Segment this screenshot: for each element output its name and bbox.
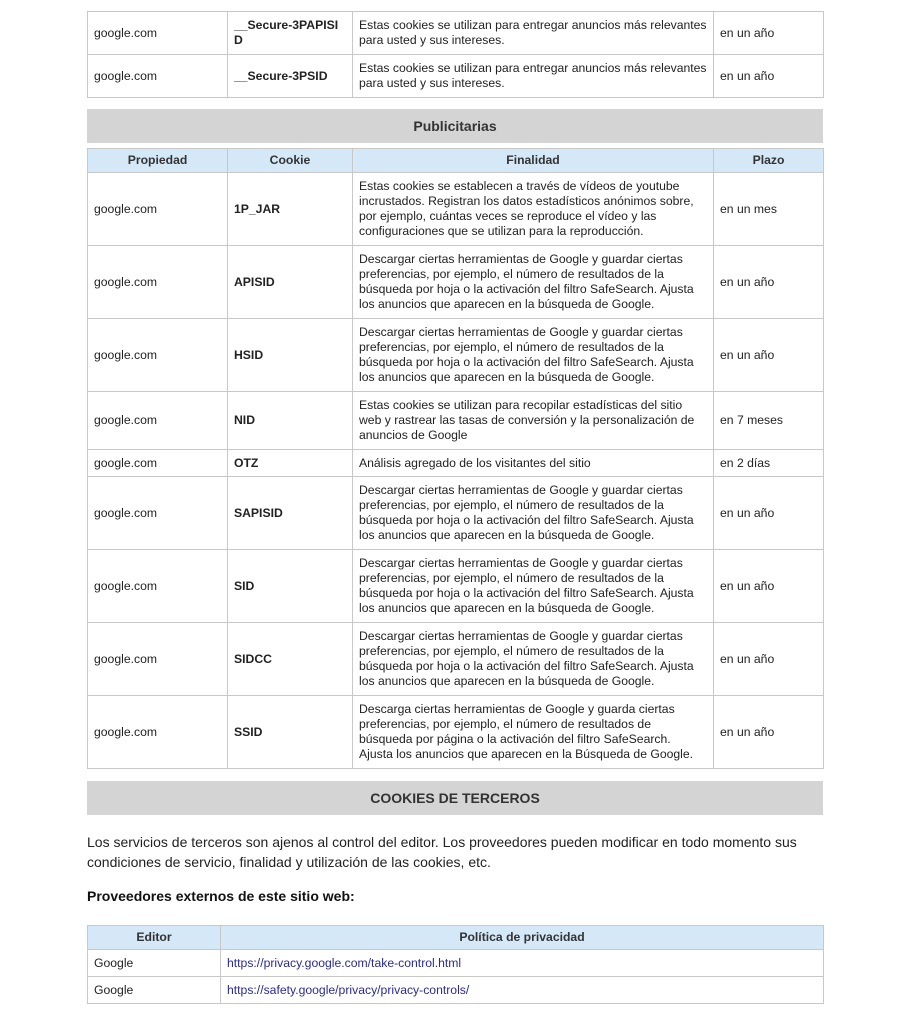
- cell-propiedad: google.com: [88, 623, 228, 696]
- cell-editor: Google: [88, 977, 221, 1004]
- top-cookie-table: [87, 11, 824, 98]
- cell-cookie: APISID: [228, 246, 353, 319]
- table-row: [88, 696, 824, 769]
- cell-finalidad: Descargar ciertas herramientas de Google y guardar ciertas preferencias, por ejemplo, el número de resultados de la búsqueda por hoja o la activación del filtro SafeSearch. Ajusta los anuncios que aparecen en la búsqueda de Google.: [353, 550, 714, 623]
- cell-plazo: en un año: [714, 12, 824, 55]
- cell-propiedad: google.com: [88, 12, 228, 55]
- cell-finalidad: Descargar ciertas herramientas de Google y guardar ciertas preferencias, por ejemplo, el número de resultados de la búsqueda por hoja o la activación del filtro SafeSearch. Ajusta los anuncios que aparecen en la búsqueda de Google.: [353, 246, 714, 319]
- cell-propiedad: google.com: [88, 173, 228, 246]
- proveedores-subtitle: Proveedores externos de este sitio web:: [87, 888, 355, 904]
- cell-plazo: en un año: [714, 55, 824, 98]
- header-politica: Política de privacidad: [221, 926, 824, 950]
- cell-finalidad: Descargar ciertas herramientas de Google y guardar ciertas preferencias, por ejemplo, el número de resultados de la búsqueda por hoja o la activación del filtro SafeSearch. Ajusta los anuncios que aparecen en la búsqueda de Google.: [353, 319, 714, 392]
- cell-cookie: SID: [228, 550, 353, 623]
- table-row: [88, 477, 824, 550]
- cell-cookie: HSID: [228, 319, 353, 392]
- cell-cookie: SAPISID: [228, 477, 353, 550]
- header-finalidad: Finalidad: [353, 149, 714, 173]
- cell-cookie: SSID: [228, 696, 353, 769]
- cell-plazo: en un año: [714, 623, 824, 696]
- terceros-paragraph: Los servicios de terceros son ajenos al control del editor. Los proveedores pueden modificar en todo momento sus condiciones de servicio, finalidad y utilización de las cookies, etc.: [87, 834, 797, 870]
- cell-plazo: en un año: [714, 319, 824, 392]
- cell-finalidad: Estas cookies se utilizan para entregar anuncios más relevantes para usted y sus intereses.: [353, 12, 714, 55]
- table-row: [88, 977, 824, 1004]
- section-title-terceros: COOKIES DE TERCEROS: [87, 781, 823, 815]
- table-row: [88, 450, 824, 477]
- cell-propiedad: google.com: [88, 477, 228, 550]
- proveedores-table: [87, 925, 824, 1004]
- cell-link: [221, 950, 824, 977]
- cell-finalidad: Estas cookies se establecen a través de vídeos de youtube incrustados. Registran los datos estadísticos anónimos sobre, por ejemplo, cuántas veces se reproduce el vídeo y las configuraciones que se utilizan para la reproducción.: [353, 173, 714, 246]
- cell-cookie: NID: [228, 392, 353, 450]
- privacy-link[interactable]: https://privacy.google.com/take-control.html: [227, 955, 462, 970]
- table-row: [88, 319, 824, 392]
- cell-finalidad: Análisis agregado de los visitantes del sitio: [353, 450, 714, 477]
- header-cookie: Cookie: [228, 149, 353, 173]
- cell-propiedad: google.com: [88, 246, 228, 319]
- section-title-publicitarias: Publicitarias: [87, 109, 823, 143]
- table-row: [88, 392, 824, 450]
- cell-cookie: __Secure-3PSID: [228, 55, 353, 98]
- table-row: [88, 173, 824, 246]
- publicitarias-table: [87, 148, 824, 769]
- table-header-row: [88, 149, 824, 173]
- cell-editor: Google: [88, 950, 221, 977]
- cell-propiedad: google.com: [88, 319, 228, 392]
- cell-plazo: en un año: [714, 550, 824, 623]
- cell-finalidad: Descarga ciertas herramientas de Google y guarda ciertas preferencias, por ejemplo, el número de resultados de búsqueda por página o la activación del filtro SafeSearch. Ajusta los anuncios que aparecen en la Búsqueda de Google.: [353, 696, 714, 769]
- cell-plazo: en un año: [714, 246, 824, 319]
- cell-cookie: SIDCC: [228, 623, 353, 696]
- cell-cookie: __Secure-3PAPISID: [228, 12, 353, 55]
- table-row: [88, 246, 824, 319]
- table-row: [88, 550, 824, 623]
- cell-plazo: en un año: [714, 477, 824, 550]
- cell-finalidad: Estas cookies se utilizan para entregar anuncios más relevantes para usted y sus intereses.: [353, 55, 714, 98]
- table-row: [88, 623, 824, 696]
- cell-plazo: en 7 meses: [714, 392, 824, 450]
- header-propiedad: Propiedad: [88, 149, 228, 173]
- cell-propiedad: google.com: [88, 550, 228, 623]
- cell-link: [221, 977, 824, 1004]
- cell-propiedad: google.com: [88, 392, 228, 450]
- cell-propiedad: google.com: [88, 450, 228, 477]
- table-row: [88, 12, 824, 55]
- table-row: [88, 55, 824, 98]
- cell-finalidad: Descargar ciertas herramientas de Google y guardar ciertas preferencias, por ejemplo, el número de resultados de la búsqueda por hoja o la activación del filtro SafeSearch. Ajusta los anuncios que aparecen en la búsqueda de Google.: [353, 623, 714, 696]
- cell-plazo: en un mes: [714, 173, 824, 246]
- cell-propiedad: google.com: [88, 55, 228, 98]
- cell-plazo: en un año: [714, 696, 824, 769]
- cell-finalidad: Descargar ciertas herramientas de Google y guardar ciertas preferencias, por ejemplo, el número de resultados de la búsqueda por hoja o la activación del filtro SafeSearch. Ajusta los anuncios que aparecen en la búsqueda de Google.: [353, 477, 714, 550]
- cell-propiedad: google.com: [88, 696, 228, 769]
- cell-finalidad: Estas cookies se utilizan para recopilar estadísticas del sitio web y rastrear las tasas de conversión y la personalización de anuncios de Google: [353, 392, 714, 450]
- table-row: [88, 950, 824, 977]
- cell-plazo: en 2 días: [714, 450, 824, 477]
- header-editor: Editor: [88, 926, 221, 950]
- cell-cookie: 1P_JAR: [228, 173, 353, 246]
- table-header-row: [88, 926, 824, 950]
- privacy-link[interactable]: https://safety.google/privacy/privacy-controls/: [227, 982, 470, 997]
- cell-cookie: OTZ: [228, 450, 353, 477]
- header-plazo: Plazo: [714, 149, 824, 173]
